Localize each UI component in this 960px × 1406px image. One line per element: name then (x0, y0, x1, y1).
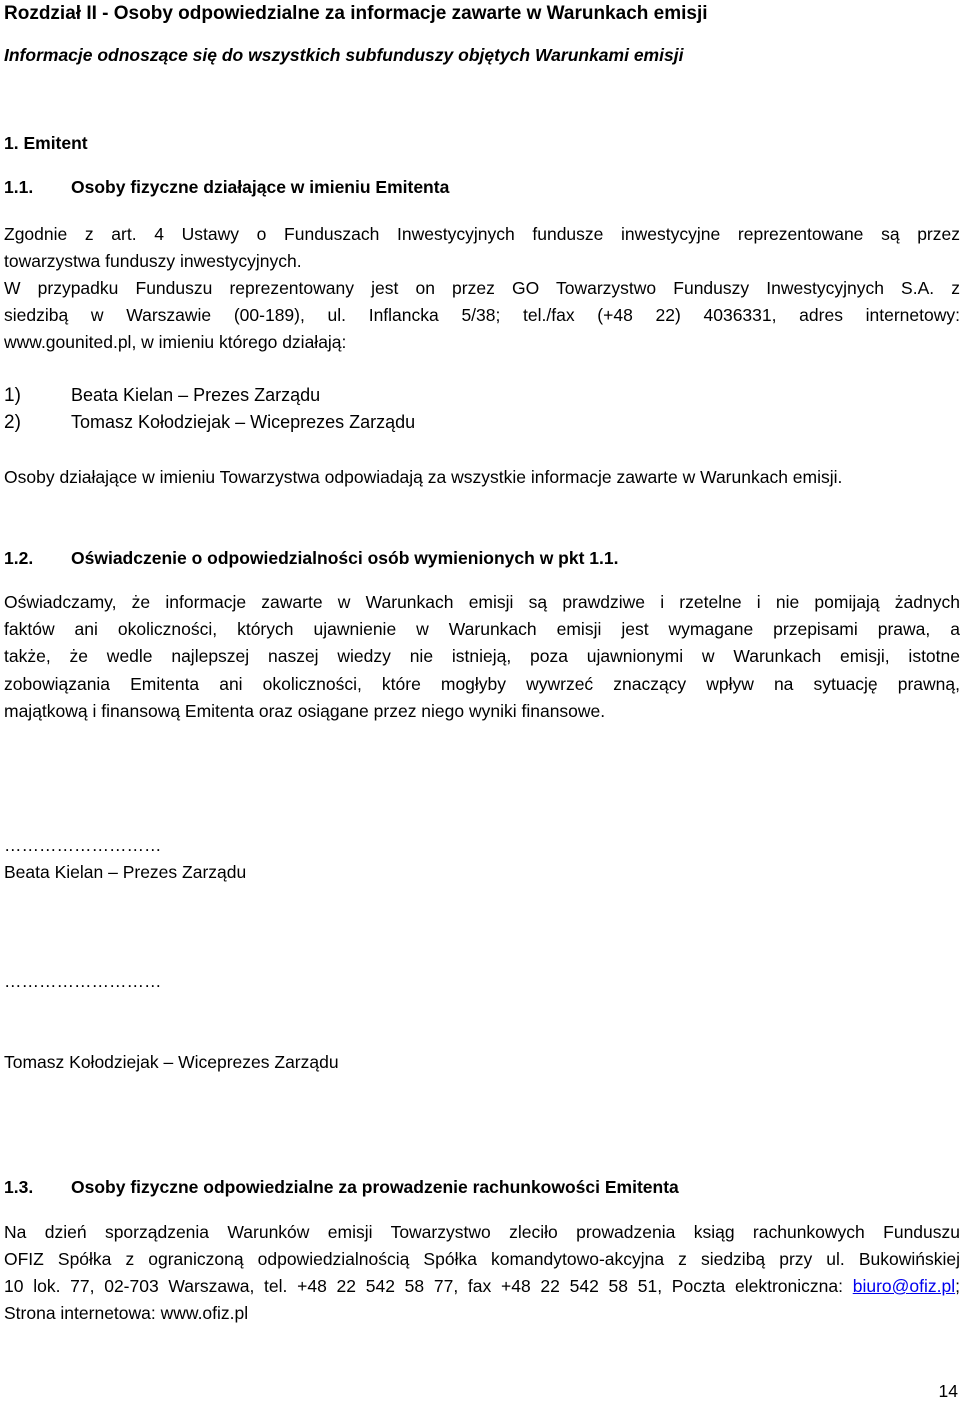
paragraph-line: także, że wedle najlepszej naszej wiedzy nie istnieją, poza ujawnionymi w Warunkach emisji, istotne (4, 646, 960, 666)
section-1-heading: 1. Emitent (4, 133, 88, 153)
signature-name: Tomasz Kołodziejak – Wiceprezes Zarządu (4, 1052, 339, 1072)
paragraph-line: Oświadczamy, że informacje zawarte w Warunkach emisji są prawdziwe i rzetelne i nie pomijają żadnych (4, 592, 960, 612)
section-1-1-heading (4, 174, 960, 202)
contact-text: 10 lok. 77, 02-703 Warszawa, tel. +48 22 542 58 77, fax +48 22 542 58 51, Poczta elektroniczna: (4, 1276, 853, 1296)
section-number: 1.3. (4, 1177, 34, 1197)
section-number: 1.1. (4, 177, 34, 197)
paragraph-line: www.gounited.pl, w imieniu którego działają: (4, 332, 347, 352)
paragraph-line: W przypadku Funduszu reprezentowany jest on przez GO Towarzystwo Funduszy Inwestycyjnych S.A. z (4, 278, 960, 298)
list-number: 2) (4, 412, 21, 433)
signature-dots: ……………………… (4, 971, 162, 991)
section-title: Oświadczenie o odpowiedzialności osób wymienionych w pkt 1.1. (71, 548, 619, 568)
paragraph-line (4, 1273, 960, 1301)
signature-dots: ……………………… (4, 835, 162, 855)
paragraph-line: Zgodnie z art. 4 Ustawy o Funduszach Inwestycyjnych fundusze inwestycyjne reprezentowane są przez (4, 224, 960, 244)
section-title: Osoby fizyczne działające w imieniu Emitenta (71, 177, 450, 197)
section-number: 1.2. (4, 548, 34, 568)
section-1-2-heading (4, 545, 960, 573)
paragraph-line: majątkową i finansową Emitenta oraz osiągane przez niego wyniki finansowe. (4, 701, 606, 721)
paragraph-line: Osoby działające w imieniu Towarzystwa odpowiadają za wszystkie informacje zawarte w Warunkach emisji. (4, 467, 843, 487)
list-item (4, 382, 320, 410)
contact-text-end: ; (955, 1276, 960, 1296)
paragraph-line: faktów ani okoliczności, których ujawnienie w Warunkach emisji jest wymagane przepisami prawa, a (4, 619, 960, 639)
paragraph-line: siedzibą w Warszawie (00-189), ul. Inflancka 5/38; tel./fax (+48 22) 4036331, adres internetowy: (4, 305, 960, 325)
page-number: 14 (938, 1381, 958, 1401)
paragraph-line: Na dzień sporządzenia Warunków emisji Towarzystwo zleciło prowadzenia ksiąg rachunkowych Funduszu (4, 1222, 960, 1242)
paragraph-line: Strona internetowa: www.ofiz.pl (4, 1303, 249, 1323)
paragraph-line: towarzystwa funduszy inwestycyjnych. (4, 251, 302, 271)
section-1-3-heading (4, 1174, 960, 1202)
email-link[interactable]: biuro@ofiz.pl (852, 1276, 956, 1296)
list-number: 1) (4, 385, 21, 406)
list-item (4, 409, 415, 437)
chapter-subtitle: Informacje odnoszące się do wszystkich subfunduszy objętych Warunkami emisji (4, 45, 684, 65)
chapter-title: Rozdział II - Osoby odpowiedzialne za informacje zawarte w Warunkach emisji (4, 3, 708, 24)
paragraph-line: zobowiązania Emitenta ani okoliczności, które mogłyby wywrzeć znaczący wpływ na sytuację prawną, (4, 674, 960, 694)
section-title: Osoby fizyczne odpowiedzialne za prowadzenie rachunkowości Emitenta (71, 1177, 679, 1197)
list-text: Beata Kielan – Prezes Zarządu (71, 385, 321, 405)
list-text: Tomasz Kołodziejak – Wiceprezes Zarządu (71, 412, 416, 432)
signature-name: Beata Kielan – Prezes Zarządu (4, 862, 247, 882)
paragraph-line: OFIZ Spółka z ograniczoną odpowiedzialnością Spółka komandytowo-akcyjna z siedzibą przy ul. Bukowińskiej (4, 1249, 960, 1269)
